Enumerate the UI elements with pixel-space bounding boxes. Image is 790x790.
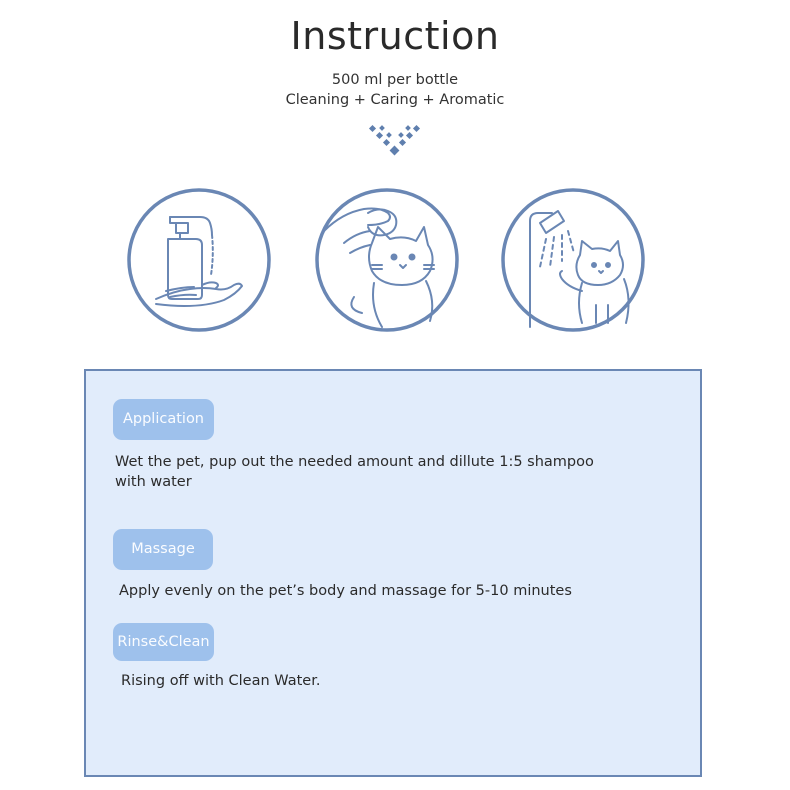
page-title: Instruction — [290, 14, 500, 58]
volume-text: 500 ml per bottle — [331, 72, 459, 88]
instruction-panel — [84, 369, 702, 777]
benefits-text: Cleaning + Caring + Aromatic — [285, 92, 505, 108]
shower-cat-icon — [500, 187, 646, 333]
step-label-application: Application — [113, 399, 214, 440]
step-text-application: Wet the pet, pup out the needed amount and dillute 1:5 shampoo with water — [115, 454, 594, 490]
step-text-massage: Apply evenly on the pet’s body and massage for 5-10 minutes — [119, 583, 572, 599]
step-label-rinse-clean: Rinse&Clean — [113, 623, 214, 661]
shampoo-pump-icon — [126, 187, 272, 333]
step-text-rinse-clean: Rising off with Clean Water. — [121, 673, 321, 689]
chevron-down-icon — [368, 124, 422, 158]
massage-cat-icon — [314, 187, 460, 333]
step-label-massage: Massage — [113, 529, 213, 570]
